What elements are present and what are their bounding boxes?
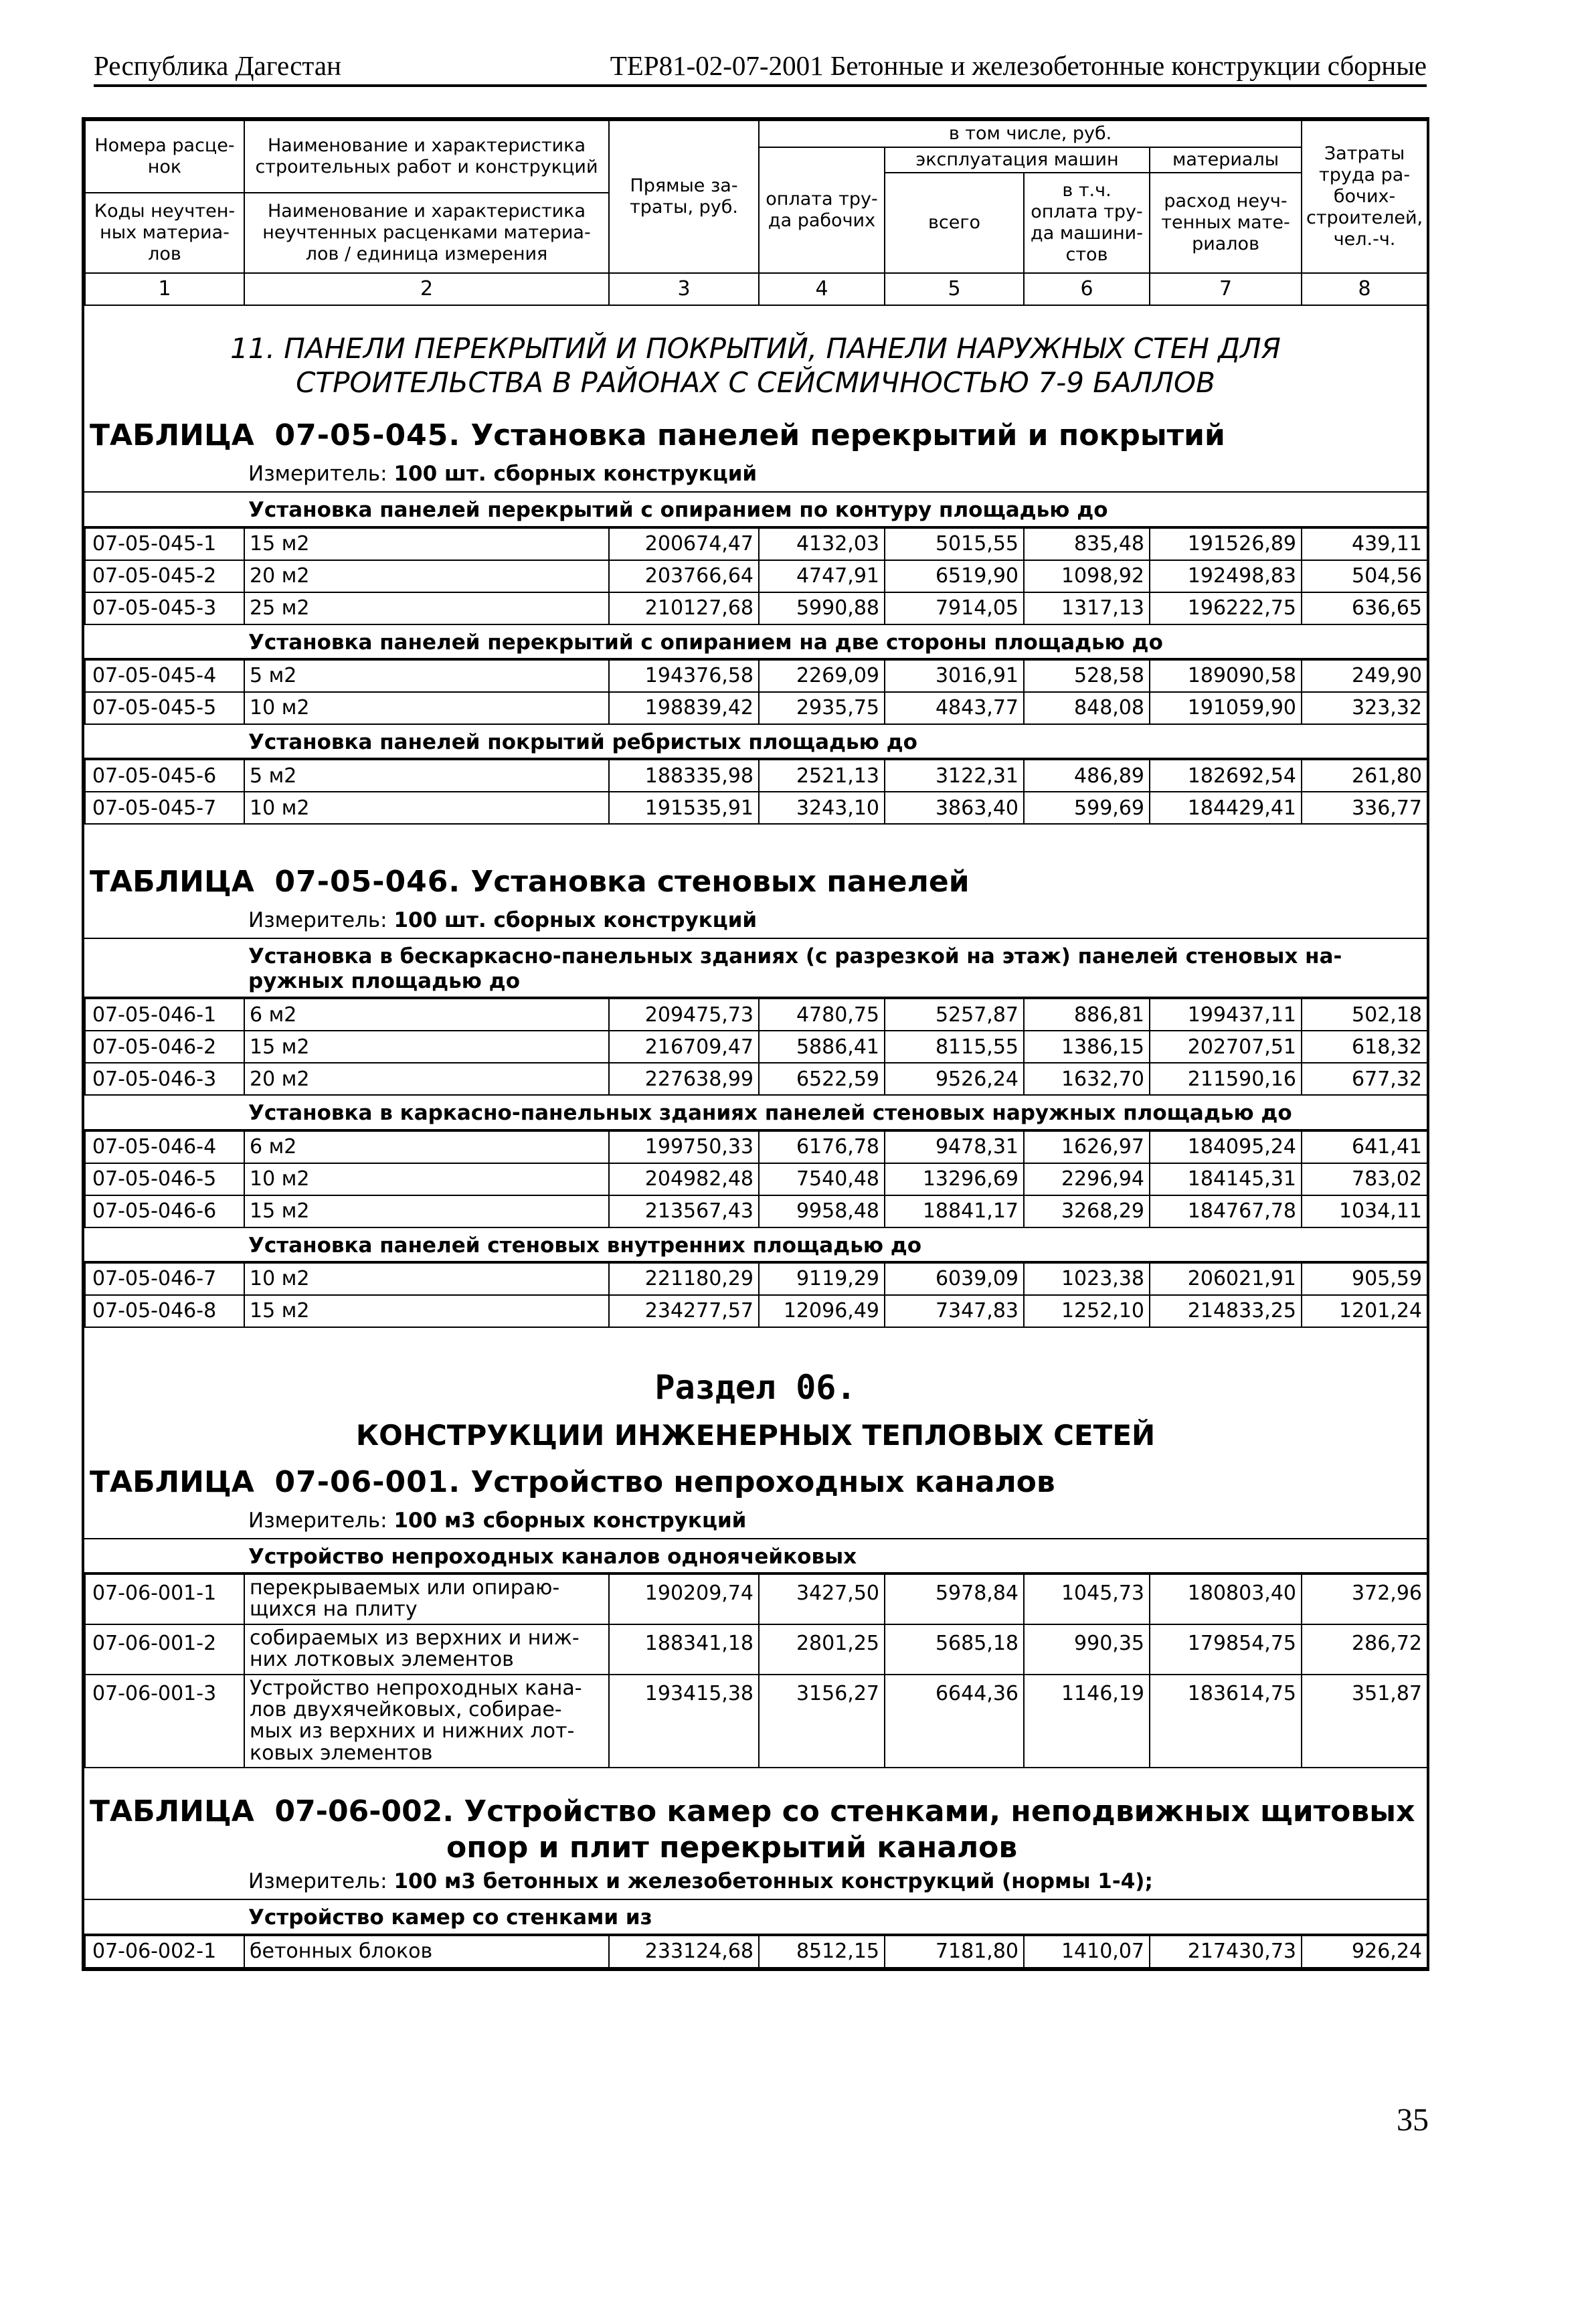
labor-wages: 5990,88 — [759, 592, 885, 624]
column-number-row — [85, 273, 1427, 305]
section-title-line: 11. ПАНЕЛИ ПЕРЕКРЫТИЙ И ПОКРЫТИЙ, ПАНЕЛИ НАРУЖНЫХ СТЕН ДЛЯ — [230, 332, 1281, 365]
machinists-wages: 2296,94 — [1024, 1163, 1150, 1195]
table-row — [85, 692, 1427, 724]
labor-hours: 618,32 — [1302, 1031, 1427, 1063]
table-row — [85, 1063, 1427, 1095]
col-number: 7 — [1150, 273, 1302, 305]
table-row — [85, 1624, 1427, 1675]
machines-total: 7181,80 — [885, 1936, 1024, 1968]
machines-total: 5257,87 — [885, 999, 1024, 1031]
rate-code: 07-06-001-1 — [85, 1574, 244, 1624]
direct-cost: 199750,33 — [609, 1131, 759, 1163]
work-description: 10 м2 — [244, 1263, 609, 1295]
materials: 199437,11 — [1150, 999, 1302, 1031]
machinists-wages: 599,69 — [1024, 792, 1150, 824]
table-row — [85, 1295, 1427, 1327]
machinists-wages: 1626,97 — [1024, 1131, 1150, 1163]
machines-total: 9526,24 — [885, 1063, 1024, 1095]
section-06-name: КОНСТРУКЦИИ ИНЖЕНЕРНЫХ ТЕПЛОВЫХ СЕТЕЙ — [355, 1418, 1156, 1452]
work-description: Устройство непроходных кана-лов двухячейковых, собирае-мых из верхних и нижних лот-ковых элементов — [244, 1675, 609, 1768]
labor-wages: 4132,03 — [759, 528, 885, 560]
direct-cost: 209475,73 — [609, 999, 759, 1031]
materials: 189090,58 — [1150, 660, 1302, 692]
rows-045-g2 — [84, 659, 1428, 725]
machines-total: 3122,31 — [885, 760, 1024, 792]
direct-cost: 191535,91 — [609, 792, 759, 824]
col-number: 2 — [244, 273, 609, 305]
machinists-wages: 835,48 — [1024, 528, 1150, 560]
machinists-wages: 1317,13 — [1024, 592, 1150, 624]
labor-hours: 323,32 — [1302, 692, 1427, 724]
labor-wages: 4747,91 — [759, 560, 885, 592]
labor-hours: 249,90 — [1302, 660, 1427, 692]
direct-cost: 188335,98 — [609, 760, 759, 792]
col-number: 3 — [609, 273, 759, 305]
table-row — [85, 1031, 1427, 1063]
header-region: Республика Дагестан — [94, 50, 341, 81]
materials: 214833,25 — [1150, 1295, 1302, 1327]
labor-hours: 1034,11 — [1302, 1195, 1427, 1227]
table-row — [85, 1195, 1427, 1227]
rate-code: 07-05-045-7 — [85, 792, 244, 824]
table-measure: Измеритель: 100 м3 сборных конструкций — [84, 1505, 1427, 1539]
table-measure: Измеритель: 100 шт. сборных конструкций — [84, 458, 1427, 493]
materials: 183614,75 — [1150, 1675, 1302, 1768]
machines-total: 9478,31 — [885, 1131, 1024, 1163]
machines-total: 5015,55 — [885, 528, 1024, 560]
col8-header: Затраты труда ра-бочих-строителей, чел.-ч. — [1302, 120, 1427, 273]
work-description: 15 м2 — [244, 1031, 609, 1063]
work-description: 10 м2 — [244, 692, 609, 724]
rate-code: 07-05-046-5 — [85, 1163, 244, 1195]
materials: 184767,78 — [1150, 1195, 1302, 1227]
direct-cost: 204982,48 — [609, 1163, 759, 1195]
col2-top-header: Наименование и характеристика строительных работ и конструкций — [244, 120, 609, 193]
rate-code: 07-06-002-1 — [85, 1936, 244, 1968]
table-row — [85, 1675, 1427, 1768]
col7-header: расход неуч-тенных мате-риалов — [1150, 173, 1302, 273]
work-description: перекрываемых или опираю-щихся на плиту — [244, 1574, 609, 1624]
rate-code: 07-05-046-7 — [85, 1263, 244, 1295]
materials: 184429,41 — [1150, 792, 1302, 824]
machinists-wages: 3268,29 — [1024, 1195, 1150, 1227]
rate-code: 07-05-045-3 — [85, 592, 244, 624]
rate-code: 07-05-045-6 — [85, 760, 244, 792]
table-row — [85, 760, 1427, 792]
materials: 191526,89 — [1150, 528, 1302, 560]
machines-total: 3016,91 — [885, 660, 1024, 692]
direct-cost: 190209,74 — [609, 1574, 759, 1624]
labor-hours: 286,72 — [1302, 1624, 1427, 1675]
direct-cost: 203766,64 — [609, 560, 759, 592]
table-measure: Измеритель: 100 м3 бетонных и железобетонных конструкций (нормы 1-4); — [84, 1865, 1427, 1900]
materials: 192498,83 — [1150, 560, 1302, 592]
machinists-wages: 1252,10 — [1024, 1295, 1150, 1327]
rate-code: 07-05-045-1 — [85, 528, 244, 560]
table-row — [85, 999, 1427, 1031]
col-number: 5 — [885, 273, 1024, 305]
labor-hours: 372,96 — [1302, 1574, 1427, 1624]
machinists-wages: 1045,73 — [1024, 1574, 1150, 1624]
labor-hours: 641,41 — [1302, 1131, 1427, 1163]
labor-hours: 636,65 — [1302, 592, 1427, 624]
labor-wages: 4780,75 — [759, 999, 885, 1031]
rows-045-g3 — [84, 759, 1428, 825]
labor-wages: 2521,13 — [759, 760, 885, 792]
work-description: 20 м2 — [244, 560, 609, 592]
materials: 202707,51 — [1150, 1031, 1302, 1063]
machinists-wages: 990,35 — [1024, 1624, 1150, 1675]
table-row — [85, 592, 1427, 624]
rate-code: 07-05-045-4 — [85, 660, 244, 692]
materials: 184145,31 — [1150, 1163, 1302, 1195]
machinists-wages: 1386,15 — [1024, 1031, 1150, 1063]
rate-code: 07-05-046-1 — [85, 999, 244, 1031]
rows-046-g1 — [84, 998, 1428, 1096]
materials: 206021,91 — [1150, 1263, 1302, 1295]
rate-code: 07-05-046-2 — [85, 1031, 244, 1063]
rate-code: 07-05-046-8 — [85, 1295, 244, 1327]
materials: 179854,75 — [1150, 1624, 1302, 1675]
machines-total: 18841,17 — [885, 1195, 1024, 1227]
materials: 217430,73 — [1150, 1936, 1302, 1968]
direct-cost: 234277,57 — [609, 1295, 759, 1327]
group-heading: Установка панелей перекрытий с опиранием на две стороны площадью до — [84, 625, 1427, 659]
col5-header: всего — [885, 173, 1024, 273]
table-title: ТАБЛИЦА 07-06-001. Устройство непроходных каналов — [90, 1464, 1055, 1499]
table-row — [85, 1574, 1427, 1624]
included-header: в том числе, руб. — [759, 120, 1302, 147]
rate-code: 07-06-001-2 — [85, 1624, 244, 1675]
machines-total: 5685,18 — [885, 1624, 1024, 1675]
labor-wages: 3156,27 — [759, 1675, 885, 1768]
group-heading: Устройство непроходных каналов одноячейковых — [84, 1539, 1427, 1573]
machinists-wages: 1410,07 — [1024, 1936, 1150, 1968]
work-description: бетонных блоков — [244, 1936, 609, 1968]
group-heading: Установка панелей стеновых внутренних площадью до — [84, 1228, 1427, 1262]
direct-cost: 227638,99 — [609, 1063, 759, 1095]
machines-total: 6644,36 — [885, 1675, 1024, 1768]
table-title: ТАБЛИЦА 07-05-045. Установка панелей перекрытий и покрытий — [90, 418, 1225, 453]
group-heading: Установка панелей покрытий ребристых площадью до — [84, 725, 1427, 759]
machines-total: 5978,84 — [885, 1574, 1024, 1624]
direct-cost: 193415,38 — [609, 1675, 759, 1768]
materials: 184095,24 — [1150, 1131, 1302, 1163]
labor-wages: 9958,48 — [759, 1195, 885, 1227]
table-row — [85, 792, 1427, 824]
running-header — [94, 44, 1427, 87]
section-11-title — [84, 306, 1427, 412]
labor-wages: 9119,29 — [759, 1263, 885, 1295]
labor-wages: 6176,78 — [759, 1131, 885, 1163]
col3-header: Прямые за-траты, руб. — [609, 120, 759, 273]
work-description: 5 м2 — [244, 660, 609, 692]
direct-cost: 194376,58 — [609, 660, 759, 692]
work-description: 5 м2 — [244, 760, 609, 792]
table-measure: Измеритель: 100 шт. сборных конструкций — [84, 904, 1427, 939]
labor-wages: 12096,49 — [759, 1295, 885, 1327]
work-description: собираемых из верхних и ниж-них лотковых элементов — [244, 1624, 609, 1675]
materials: 182692,54 — [1150, 760, 1302, 792]
labor-hours: 502,18 — [1302, 999, 1427, 1031]
labor-hours: 261,80 — [1302, 760, 1427, 792]
table-title: ТАБЛИЦА 07-06-002. Устройство камер со стенками, неподвижных щитовых опор и плит перекрытий каналов — [90, 1794, 1415, 1865]
section-title-line: СТРОИТЕЛЬСТВА В РАЙОНАХ С СЕЙСМИЧНОСТЬЮ 7-9 БАЛЛОВ — [296, 366, 1215, 400]
group-heading: Установка панелей перекрытий с опиранием по контуру площадью до — [84, 493, 1427, 527]
rate-code: 07-05-045-2 — [85, 560, 244, 592]
rate-code: 07-06-001-3 — [85, 1675, 244, 1768]
work-description: 15 м2 — [244, 528, 609, 560]
machines-header: эксплуатация машин — [885, 147, 1150, 173]
table-row — [85, 1936, 1427, 1968]
rows-045-g1 — [84, 527, 1428, 625]
rate-code: 07-05-046-6 — [85, 1195, 244, 1227]
table-row — [85, 1163, 1427, 1195]
direct-cost: 210127,68 — [609, 592, 759, 624]
labor-wages: 8512,15 — [759, 1936, 885, 1968]
machinists-wages: 1632,70 — [1024, 1063, 1150, 1095]
labor-wages: 5886,41 — [759, 1031, 885, 1063]
machines-total: 6039,09 — [885, 1263, 1024, 1295]
labor-hours: 336,77 — [1302, 792, 1427, 824]
work-description: 10 м2 — [244, 1163, 609, 1195]
header-rule — [94, 84, 1427, 87]
labor-hours: 351,87 — [1302, 1675, 1427, 1768]
section-06-title: Раздел 06. — [654, 1367, 857, 1407]
labor-wages: 3427,50 — [759, 1574, 885, 1624]
labor-wages: 2801,25 — [759, 1624, 885, 1675]
col1-bottom-header: Коды неучтен-ных материа-лов — [85, 193, 244, 273]
labor-hours: 905,59 — [1302, 1263, 1427, 1295]
materials: 191059,90 — [1150, 692, 1302, 724]
page-number: 35 — [1397, 2102, 1429, 2138]
work-description: 6 м2 — [244, 1131, 609, 1163]
materials: 180803,40 — [1150, 1574, 1302, 1624]
machinists-wages: 886,81 — [1024, 999, 1150, 1031]
rate-code: 07-05-046-4 — [85, 1131, 244, 1163]
machines-total: 6519,90 — [885, 560, 1024, 592]
machines-total: 7914,05 — [885, 592, 1024, 624]
col1-top-header: Номера расце-нок — [85, 120, 244, 193]
machinists-wages: 848,08 — [1024, 692, 1150, 724]
machines-total: 3863,40 — [885, 792, 1024, 824]
labor-wages: 7540,48 — [759, 1163, 885, 1195]
labor-wages: 6522,59 — [759, 1063, 885, 1095]
work-description: 20 м2 — [244, 1063, 609, 1095]
machines-total: 13296,69 — [885, 1163, 1024, 1195]
direct-cost: 233124,68 — [609, 1936, 759, 1968]
col6-header: в т.ч. оплата тру-да машини-стов — [1024, 173, 1150, 273]
col2-bottom-header: Наименование и характеристика неучтенных расценками материа-лов / единица измерения — [244, 193, 609, 273]
work-description: 10 м2 — [244, 792, 609, 824]
labor-wages: 3243,10 — [759, 792, 885, 824]
group-heading: Установка в каркасно-панельных зданиях панелей стеновых наружных площадью до — [84, 1096, 1427, 1130]
col-number: 8 — [1302, 273, 1427, 305]
machinists-wages: 1146,19 — [1024, 1675, 1150, 1768]
direct-cost: 221180,29 — [609, 1263, 759, 1295]
col4-header: оплата тру-да рабочих — [759, 147, 885, 273]
column-header-table — [84, 120, 1428, 306]
direct-cost: 198839,42 — [609, 692, 759, 724]
labor-hours: 439,11 — [1302, 528, 1427, 560]
machinists-wages: 528,58 — [1024, 660, 1150, 692]
table-row — [85, 560, 1427, 592]
direct-cost: 200674,47 — [609, 528, 759, 560]
work-description: 25 м2 — [244, 592, 609, 624]
rows-046-g3 — [84, 1262, 1428, 1328]
group-heading: Установка в бескаркасно-панельных зданиях (с разрезкой на этаж) панелей стеновых на- ружных площадью до — [84, 939, 1427, 998]
machinists-wages: 1023,38 — [1024, 1263, 1150, 1295]
rows-046-g2 — [84, 1130, 1428, 1228]
labor-hours: 1201,24 — [1302, 1295, 1427, 1327]
work-description: 15 м2 — [244, 1195, 609, 1227]
rate-code: 07-05-046-3 — [85, 1063, 244, 1095]
rows-602 — [84, 1935, 1428, 1968]
group-heading: Устройство камер со стенками из — [84, 1900, 1427, 1934]
header-document-code: ТЕР81-02-07-2001 Бетонные и железобетонные конструкции сборные — [610, 50, 1427, 81]
table-row — [85, 1131, 1427, 1163]
work-description: 6 м2 — [244, 999, 609, 1031]
labor-wages: 2269,09 — [759, 660, 885, 692]
materials-header: материалы — [1150, 147, 1302, 173]
labor-wages: 2935,75 — [759, 692, 885, 724]
col-number: 1 — [85, 273, 244, 305]
price-sheet — [82, 117, 1429, 1971]
machines-total: 7347,83 — [885, 1295, 1024, 1327]
rows-601 — [84, 1573, 1428, 1768]
col-number: 4 — [759, 273, 885, 305]
direct-cost: 188341,18 — [609, 1624, 759, 1675]
table-row — [85, 528, 1427, 560]
machines-total: 4843,77 — [885, 692, 1024, 724]
materials: 196222,75 — [1150, 592, 1302, 624]
col-number: 6 — [1024, 273, 1150, 305]
labor-hours: 926,24 — [1302, 1936, 1427, 1968]
direct-cost: 216709,47 — [609, 1031, 759, 1063]
table-title: ТАБЛИЦА 07-05-046. Установка стеновых панелей — [90, 865, 970, 900]
labor-hours: 677,32 — [1302, 1063, 1427, 1095]
table-row — [85, 1263, 1427, 1295]
materials: 211590,16 — [1150, 1063, 1302, 1095]
work-description: 15 м2 — [244, 1295, 609, 1327]
direct-cost: 213567,43 — [609, 1195, 759, 1227]
machines-total: 8115,55 — [885, 1031, 1024, 1063]
machinists-wages: 486,89 — [1024, 760, 1150, 792]
table-row — [85, 660, 1427, 692]
rate-code: 07-05-045-5 — [85, 692, 244, 724]
labor-hours: 504,56 — [1302, 560, 1427, 592]
labor-hours: 783,02 — [1302, 1163, 1427, 1195]
machinists-wages: 1098,92 — [1024, 560, 1150, 592]
